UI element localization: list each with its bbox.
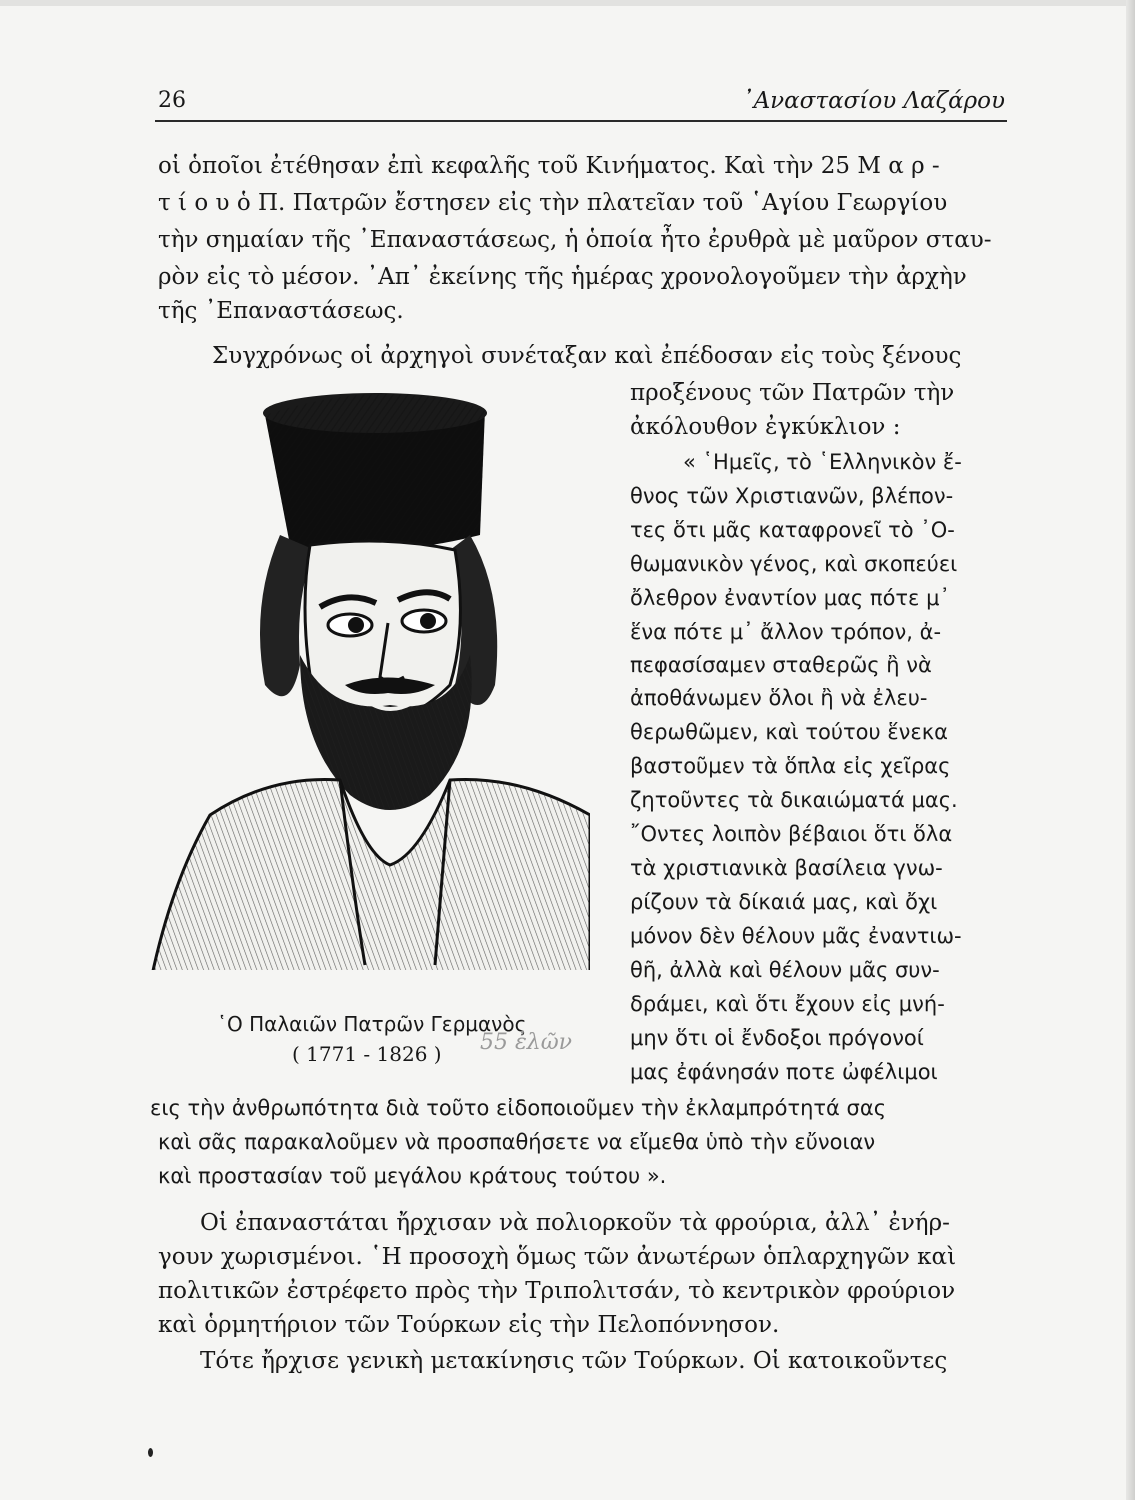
- text-line: τ ί ο υ ὁ Π. Πατρῶν ἔστησεν εἰς τὴν πλατεῖαν τοῦ ῾Αγίου Γεωργίου: [158, 190, 948, 216]
- letter-line: τὰ χριστιανικὰ βασίλεια γνω-: [630, 856, 943, 880]
- text-line: Οἱ ἐπαναστάται ἤρχισαν νὰ πολιορκοῦν τὰ φρούρια, ἀλλ᾿ ἐνήρ-: [200, 1210, 950, 1236]
- text-line: γουν χωρισμένοι. ῾Η προσοχὴ ὅμως τῶν ἀνωτέρων ὁπλαρχηγῶν καὶ: [158, 1244, 957, 1270]
- letter-line: ῎Οντες λοιπὸν βέβαιοι ὅτι ὅλα: [630, 822, 953, 846]
- header-rule: [155, 120, 1007, 122]
- portrait-caption-name: ῾Ο Παλαιῶν Πατρῶν Γερμανὸς: [217, 1012, 527, 1036]
- letter-line: εις τὴν ἀνθρωπότητα διὰ τοῦτο εἰδοποιοῦμεν τὴν ἐκλαμπρότητά σας: [150, 1096, 887, 1120]
- letter-line: θωμανικὸν γένος, καὶ σκοπεύει: [630, 552, 958, 576]
- portrait-illustration: [150, 385, 590, 985]
- letter-line: τες ὅτι μᾶς καταφρονεῖ τὸ ᾿Ο-: [630, 518, 955, 542]
- page-number: 26: [158, 88, 186, 113]
- text-line: Συγχρόνως οἱ ἀρχηγοὶ συνέταξαν καὶ ἐπέδοσαν εἰς τοὺς ξένους: [212, 343, 962, 369]
- letter-line: θῆ, ἀλλὰ καὶ θέλουν μᾶς συν-: [630, 958, 940, 982]
- text-line: τὴν σημαίαν τῆς ᾿Επαναστάσεως, ἡ ὁποία ἦτο ἐρυθρὰ μὲ μαῦρον σταυ-: [158, 227, 992, 253]
- letter-line: θνος τῶν Χριστιανῶν, βλέπον-: [630, 484, 954, 508]
- letter-line: ἀποθάνωμεν ὅλοι ἢ νὰ ἐλευ-: [630, 686, 928, 710]
- page-right-edge: [1126, 0, 1135, 1500]
- letter-line: δράμει, καὶ ὅτι ἔχουν εἰς μνή-: [630, 992, 945, 1016]
- letter-line: ὄλεθρον ἐναντίον μας πότε μ᾿: [630, 586, 950, 610]
- letter-line: θερωθῶμεν, καὶ τούτου ἕνεκα: [630, 720, 948, 744]
- text-line: ρὸν εἰς τὸ μέσον. ᾿Απ᾿ ἐκείνης τῆς ἡμέρας χρονολογοῦμεν τὴν ἀρχὴν: [158, 264, 967, 290]
- text-line: Τότε ἤρχισε γενικὴ μετακίνησις τῶν Τούρκων. Οἱ κατοικοῦντες: [200, 1348, 948, 1374]
- letter-line: καὶ σᾶς παρακαλοῦμεν νὰ προσπαθήσετε να εἴμεθα ὑπὸ τὴν εὔνοιαν: [158, 1130, 876, 1154]
- portrait-caption-years: ( 1771 - 1826 ): [292, 1042, 442, 1066]
- text-line: πολιτικῶν ἐστρέφετο πρὸς τὴν Τριπολιτσάν, τὸ κεντρικὸν φρούριον: [158, 1278, 956, 1304]
- letter-line: μας ἐφάνησάν ποτε ὠφέλιμοι: [630, 1060, 938, 1084]
- letter-line: ρίζουν τὰ δίκαιά μας, καὶ ὄχι: [630, 890, 938, 914]
- text-line: οἱ ὁποῖοι ἐτέθησαν ἐπὶ κεφαλῆς τοῦ Κινήματος. Καὶ τὴν 25 Μ α ρ -: [158, 153, 940, 179]
- letter-line: καὶ προστασίαν τοῦ μεγάλου κράτους τούτου ».: [158, 1164, 667, 1188]
- letter-line: ἕνα πότε μ᾿ ἄλλον τρόπον, ἀ-: [630, 620, 942, 644]
- page-top-edge: [0, 0, 1135, 6]
- letter-line: πεφασίσαμεν σταθερῶς ἢ νὰ: [630, 653, 932, 677]
- letter-line: ζητοῦντες τὰ δικαιώματά μας.: [630, 788, 958, 812]
- text-line: καὶ ὁρμητήριον τῶν Τούρκων εἰς τὴν Πελοπόννησον.: [158, 1312, 780, 1338]
- letter-line: μην ὅτι οἱ ἔνδοξοι πρόγονοί: [630, 1026, 924, 1050]
- letter-line: βαστοῦμεν τὰ ὅπλα εἰς χεῖρας: [630, 754, 951, 778]
- text-line: ἀκόλουθον ἐγκύκλιον :: [630, 414, 901, 440]
- text-line: προξένους τῶν Πατρῶν τὴν: [630, 380, 955, 406]
- ink-dot: [148, 1448, 153, 1457]
- handwritten-note: 55 ἐλῶν: [480, 1030, 573, 1055]
- letter-line: « ῾Ημεῖς, τὸ ῾Ελληνικὸν ἔ-: [683, 450, 962, 474]
- text-line: τῆς ᾿Επαναστάσεως.: [158, 298, 404, 324]
- letter-line: μόνον δὲν θέλουν μᾶς ἐναντιω-: [630, 924, 962, 948]
- running-title: ᾿Αναστασίου Λαζάρου: [742, 88, 1005, 114]
